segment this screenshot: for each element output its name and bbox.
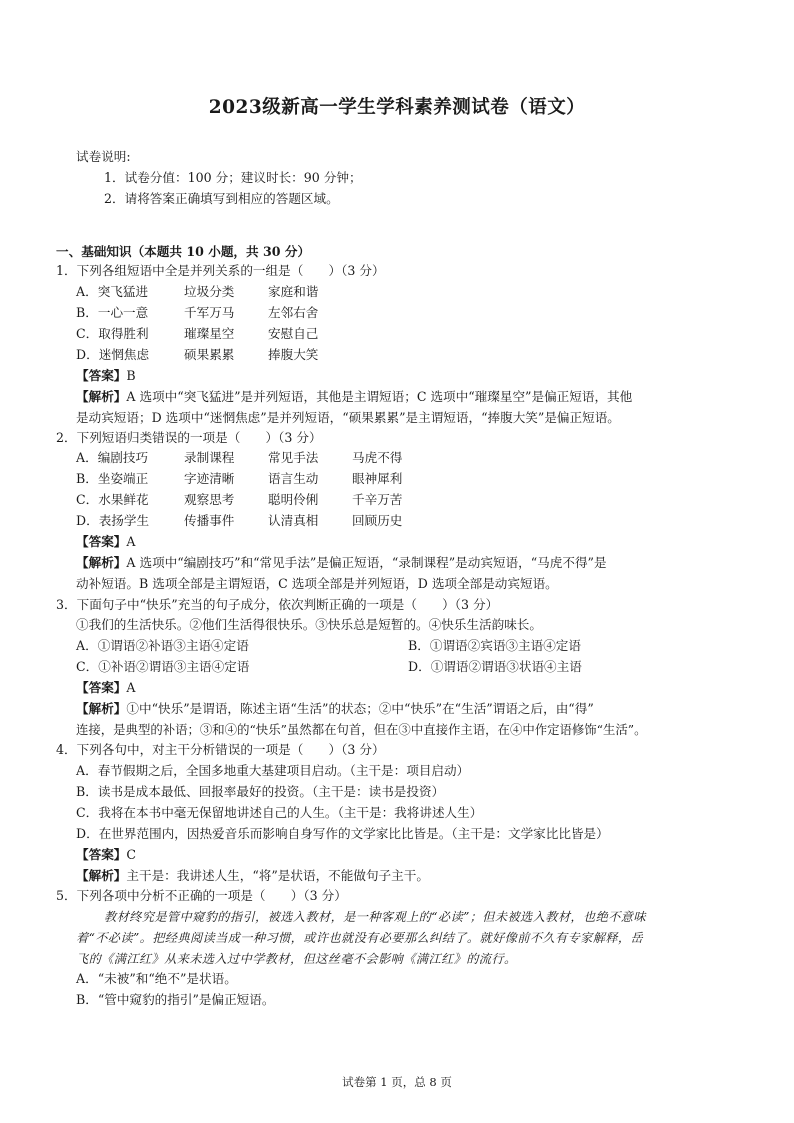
- q1-option-b: [76, 304, 318, 322]
- page-title: 2023级新高一学生学科素养测试卷（语文）: [208, 97, 586, 118]
- answer-label: 【答案】: [76, 847, 127, 862]
- analysis-label: 【解析】: [76, 389, 127, 404]
- phrase: 马虎不得: [352, 450, 403, 465]
- q4-option-b: B．读书是成本最低、回报率最好的投资。（主干是：读书是投资）: [76, 784, 445, 799]
- analysis-text: 动补短语。B 选项全部是主谓短语，C 选项全部是并列短语，D 选项全部是动宾短语。: [76, 576, 558, 591]
- answer-value: C: [126, 847, 137, 862]
- q3-option-b: B．①谓语②宾语③主语④定语: [408, 638, 581, 653]
- page-footer: 试卷第 1 页，总 8 页: [342, 1075, 452, 1089]
- q3-analysis: [76, 700, 594, 718]
- q3-option-a: A．①谓语②补语③主语④定语: [76, 638, 249, 653]
- analysis-text: A 选项中“突飞猛进”是并列短语，其他是主谓短语；C 选项中“璀璨星空”是偏正短语，其他: [126, 389, 633, 404]
- q2-option-a: [76, 449, 402, 467]
- phrase: B．一心一意: [76, 305, 149, 320]
- analysis-label: 【解析】: [76, 868, 127, 883]
- phrase: A．突飞猛进: [76, 284, 149, 299]
- phrase: 千军万马: [184, 305, 235, 320]
- phrase: C．水果鲜花: [76, 492, 149, 507]
- phrase: 录制课程: [184, 450, 235, 465]
- question-stem: 1．下列各组短语中全是并列关系的一组是（ ）（3 分）: [56, 263, 385, 278]
- q3-option-c: C．①补语②谓语③主语④定语: [76, 659, 250, 674]
- question-stem: 2．下列短语归类错误的一项是（ ）（3 分）: [56, 430, 322, 445]
- analysis-text: 主干是：我讲述人生，“将”是状语，不能做句子主干。: [126, 868, 429, 883]
- q5-option-b: B．“管中窥豹的指引”是偏正短语。: [76, 992, 275, 1007]
- phrase: C．取得胜利: [76, 326, 149, 341]
- q2-answer: [76, 533, 135, 551]
- phrase: 家庭和谐: [268, 284, 319, 299]
- phrase: 硕果累累: [184, 347, 235, 362]
- phrase: 传播事件: [184, 513, 235, 528]
- phrase: 回顾历史: [352, 513, 403, 528]
- phrase: 常见手法: [268, 450, 319, 465]
- q1-analysis: [76, 388, 632, 406]
- question-stem: 4．下列各句中，对主干分析错误的一项是（ ）（3 分）: [56, 742, 385, 757]
- analysis-text: 是动宾短语；D 选项中“迷惘焦虑”是并列短语，“硕果累累”是主谓短语，“捧腹大笑”是偏正短语。: [76, 410, 620, 425]
- phrase: 千辛万苦: [352, 492, 403, 507]
- phrase: 字迹清晰: [184, 471, 235, 486]
- phrase: D．表扬学生: [76, 513, 150, 528]
- answer-label: 【答案】: [76, 534, 127, 549]
- q4-answer: [76, 846, 136, 864]
- phrase: 认清真相: [268, 513, 319, 528]
- q5-passage-line: 着“不必读”。把经典阅读当成一种习惯，或许也就没有必要那么纠结了。就好像前不久有专家解释，岳: [76, 931, 644, 945]
- q4-option-a: A．春节假期之后，全国多地重大基建项目启动。（主干是：项目启动）: [76, 763, 470, 778]
- instructions-heading: 试卷说明:: [76, 149, 131, 164]
- phrase: 聪明伶俐: [268, 492, 319, 507]
- phrase: 左邻右舍: [268, 305, 319, 320]
- phrase: 安慰自己: [268, 326, 319, 341]
- q2-option-d: [76, 512, 402, 530]
- q1-option-d: [76, 346, 318, 364]
- q3-sentence: ①我们的生活快乐。②他们生活得很快乐。③快乐总是短暂的。④快乐生活韵味长。: [76, 617, 542, 632]
- answer-value: B: [126, 368, 136, 383]
- q1-option-c: [76, 325, 318, 343]
- phrase: 捧腹大笑: [268, 347, 319, 362]
- q2-option-c: [76, 491, 402, 509]
- phrase: 垃圾分类: [184, 284, 235, 299]
- phrase: D．迷惘焦虑: [76, 347, 150, 362]
- answer-value: A: [126, 534, 136, 549]
- q5-passage-line: 教材终究是管中窥豹的指引，被选入教材，是一种客观上的“必读”；但未被选入教材，也绝不意味: [104, 910, 646, 924]
- analysis-text: A 选项中“编剧技巧”和“常见手法”是偏正短语，“录制课程”是动宾短语，“马虎不得”是: [126, 555, 607, 570]
- phrase: 语言生动: [268, 471, 319, 486]
- question-stem: 5．下列各项中分析不正确的一项是（ ）（3 分）: [56, 888, 347, 903]
- answer-value: A: [126, 680, 136, 695]
- analysis-label: 【解析】: [76, 701, 127, 716]
- answer-label: 【答案】: [76, 680, 127, 695]
- q2-option-b: [76, 470, 402, 488]
- q5-passage-line: 飞的《满江红》从来未选入过中学教材，但这丝毫不会影响《满江红》的流行。: [76, 952, 517, 966]
- q4-analysis: [76, 867, 429, 885]
- analysis-text: ①中“快乐”是谓语，陈述主语“生活”的状态；②中“快乐”在“生活”谓语之后，由“得”: [126, 701, 594, 716]
- phrase: A．编剧技巧: [76, 450, 149, 465]
- analysis-label: 【解析】: [76, 555, 127, 570]
- question-stem: 3．下面句子中“快乐”充当的句子成分，依次判断正确的一项是（ ）（3 分）: [56, 597, 499, 612]
- phrase: B．坐姿端正: [76, 471, 149, 486]
- instruction-item: 2．请将答案正确填写到相应的答题区域。: [104, 191, 339, 206]
- q5-option-a: A．“未被”和“绝不”是状语。: [76, 971, 237, 986]
- q1-option-a: [76, 283, 318, 301]
- instruction-item: 1．试卷分值：100 分；建议时长：90 分钟；: [104, 170, 362, 185]
- answer-label: 【答案】: [76, 368, 127, 383]
- q1-answer: [76, 367, 136, 385]
- phrase: 观察思考: [184, 492, 235, 507]
- q4-option-c: C．我将在本书中毫无保留地讲述自己的人生。（主干是：我将讲述人生）: [76, 805, 483, 820]
- section-heading: 一、基础知识（本题共 10 小题，共 30 分）: [56, 244, 311, 259]
- q2-analysis: [76, 554, 607, 572]
- analysis-text: 连接，是典型的补语；③和④的“快乐”虽然都在句首，但在③中直接作主语，在④中作定语修饰“生活”。: [76, 722, 647, 737]
- q3-option-d: D．①谓语②谓语③状语④主语: [408, 659, 582, 674]
- q4-option-d: D．在世界范围内，因热爱音乐而影响自身写作的文学家比比皆是。（主干是：文学家比比皆是）: [76, 826, 609, 841]
- q3-answer: [76, 679, 135, 697]
- phrase: 眼神犀利: [352, 471, 403, 486]
- phrase: 璀璨星空: [184, 326, 235, 341]
